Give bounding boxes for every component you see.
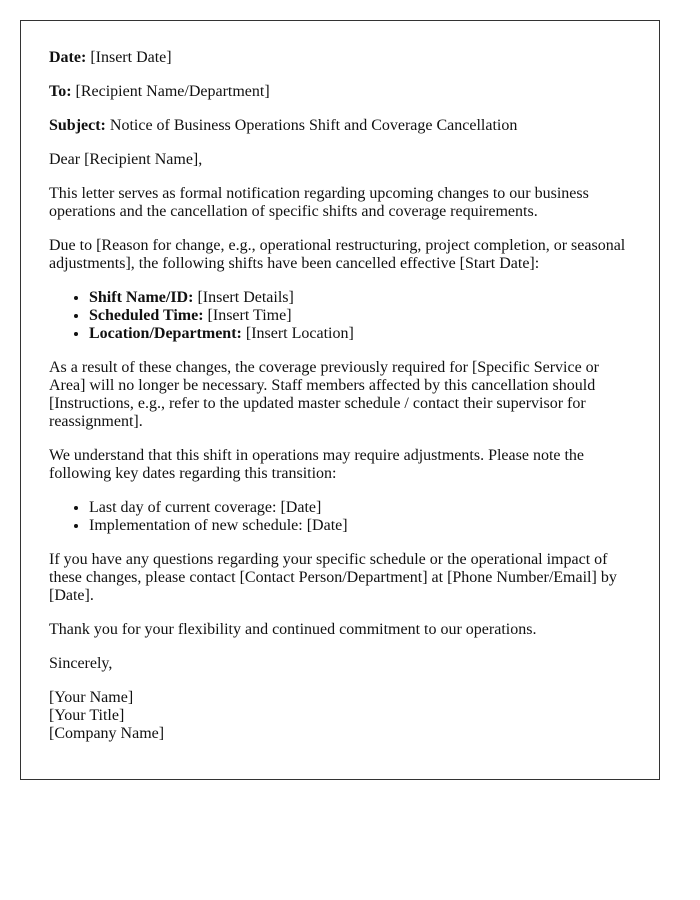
date-label: Date: (49, 49, 87, 66)
contact-paragraph: If you have any questions regarding your specific schedule or the operational impact of these changes, please contact [Contact Person/Department] at [Phone Number/Email] by [Date]. (49, 551, 617, 604)
date-line (49, 49, 631, 67)
list-item: • Last day of current coverage: [Date] (89, 499, 631, 517)
valediction: Sincerely, (49, 655, 113, 672)
shift-name-value: [Insert Details] (197, 289, 294, 306)
company-name: [Company Name] (49, 725, 165, 742)
subject-label: Subject: (49, 117, 106, 134)
thanks-paragraph: Thank you for your flexibility and continued commitment to our operations. (49, 621, 537, 638)
list-item (89, 307, 631, 325)
key-dates-list (49, 499, 631, 535)
to-label: To: (49, 83, 72, 100)
subject-line (49, 117, 631, 135)
list-item (89, 325, 631, 343)
signature-block (49, 689, 631, 743)
scheduled-time-label: Scheduled Time: (89, 307, 204, 324)
shift-name-label: Shift Name/ID: (89, 289, 194, 306)
shift-details-list (49, 289, 631, 343)
to-value: [Recipient Name/Department] (75, 83, 270, 100)
list-item (89, 289, 631, 307)
scheduled-time-value: [Insert Time] (207, 307, 292, 324)
reason-paragraph: Due to [Reason for change, e.g., operational restructuring, project completion, or seasonal adjustments], the following shifts have been cancelled effective [Start Date]: (49, 237, 626, 272)
location-label: Location/Department: (89, 325, 242, 342)
list-item: • Implementation of new schedule: [Date] (89, 517, 631, 535)
understand-paragraph: We understand that this shift in operations may require adjustments. Please note the following key dates regarding this transition: (49, 447, 585, 482)
salutation: Dear [Recipient Name], (49, 151, 203, 168)
subject-value: Notice of Business Operations Shift and Coverage Cancellation (109, 117, 518, 134)
signer-name: [Your Name] (49, 689, 134, 706)
intro-paragraph: This letter serves as formal notification regarding upcoming changes to our business operations and the cancellation of specific shifts and coverage requirements. (49, 185, 589, 220)
signer-title: [Your Title] (49, 707, 125, 724)
date-value: [Insert Date] (90, 49, 172, 66)
coverage-paragraph: As a result of these changes, the coverage previously required for [Specific Service or Area] will no longer be necessary. Staff members affected by this cancellation should [Instructions, e.g., refer to the updated master schedule / contact their supervisor for reassignment]. (49, 359, 600, 430)
letter-document (20, 20, 660, 780)
to-line (49, 83, 631, 101)
location-value: [Insert Location] (245, 325, 354, 342)
